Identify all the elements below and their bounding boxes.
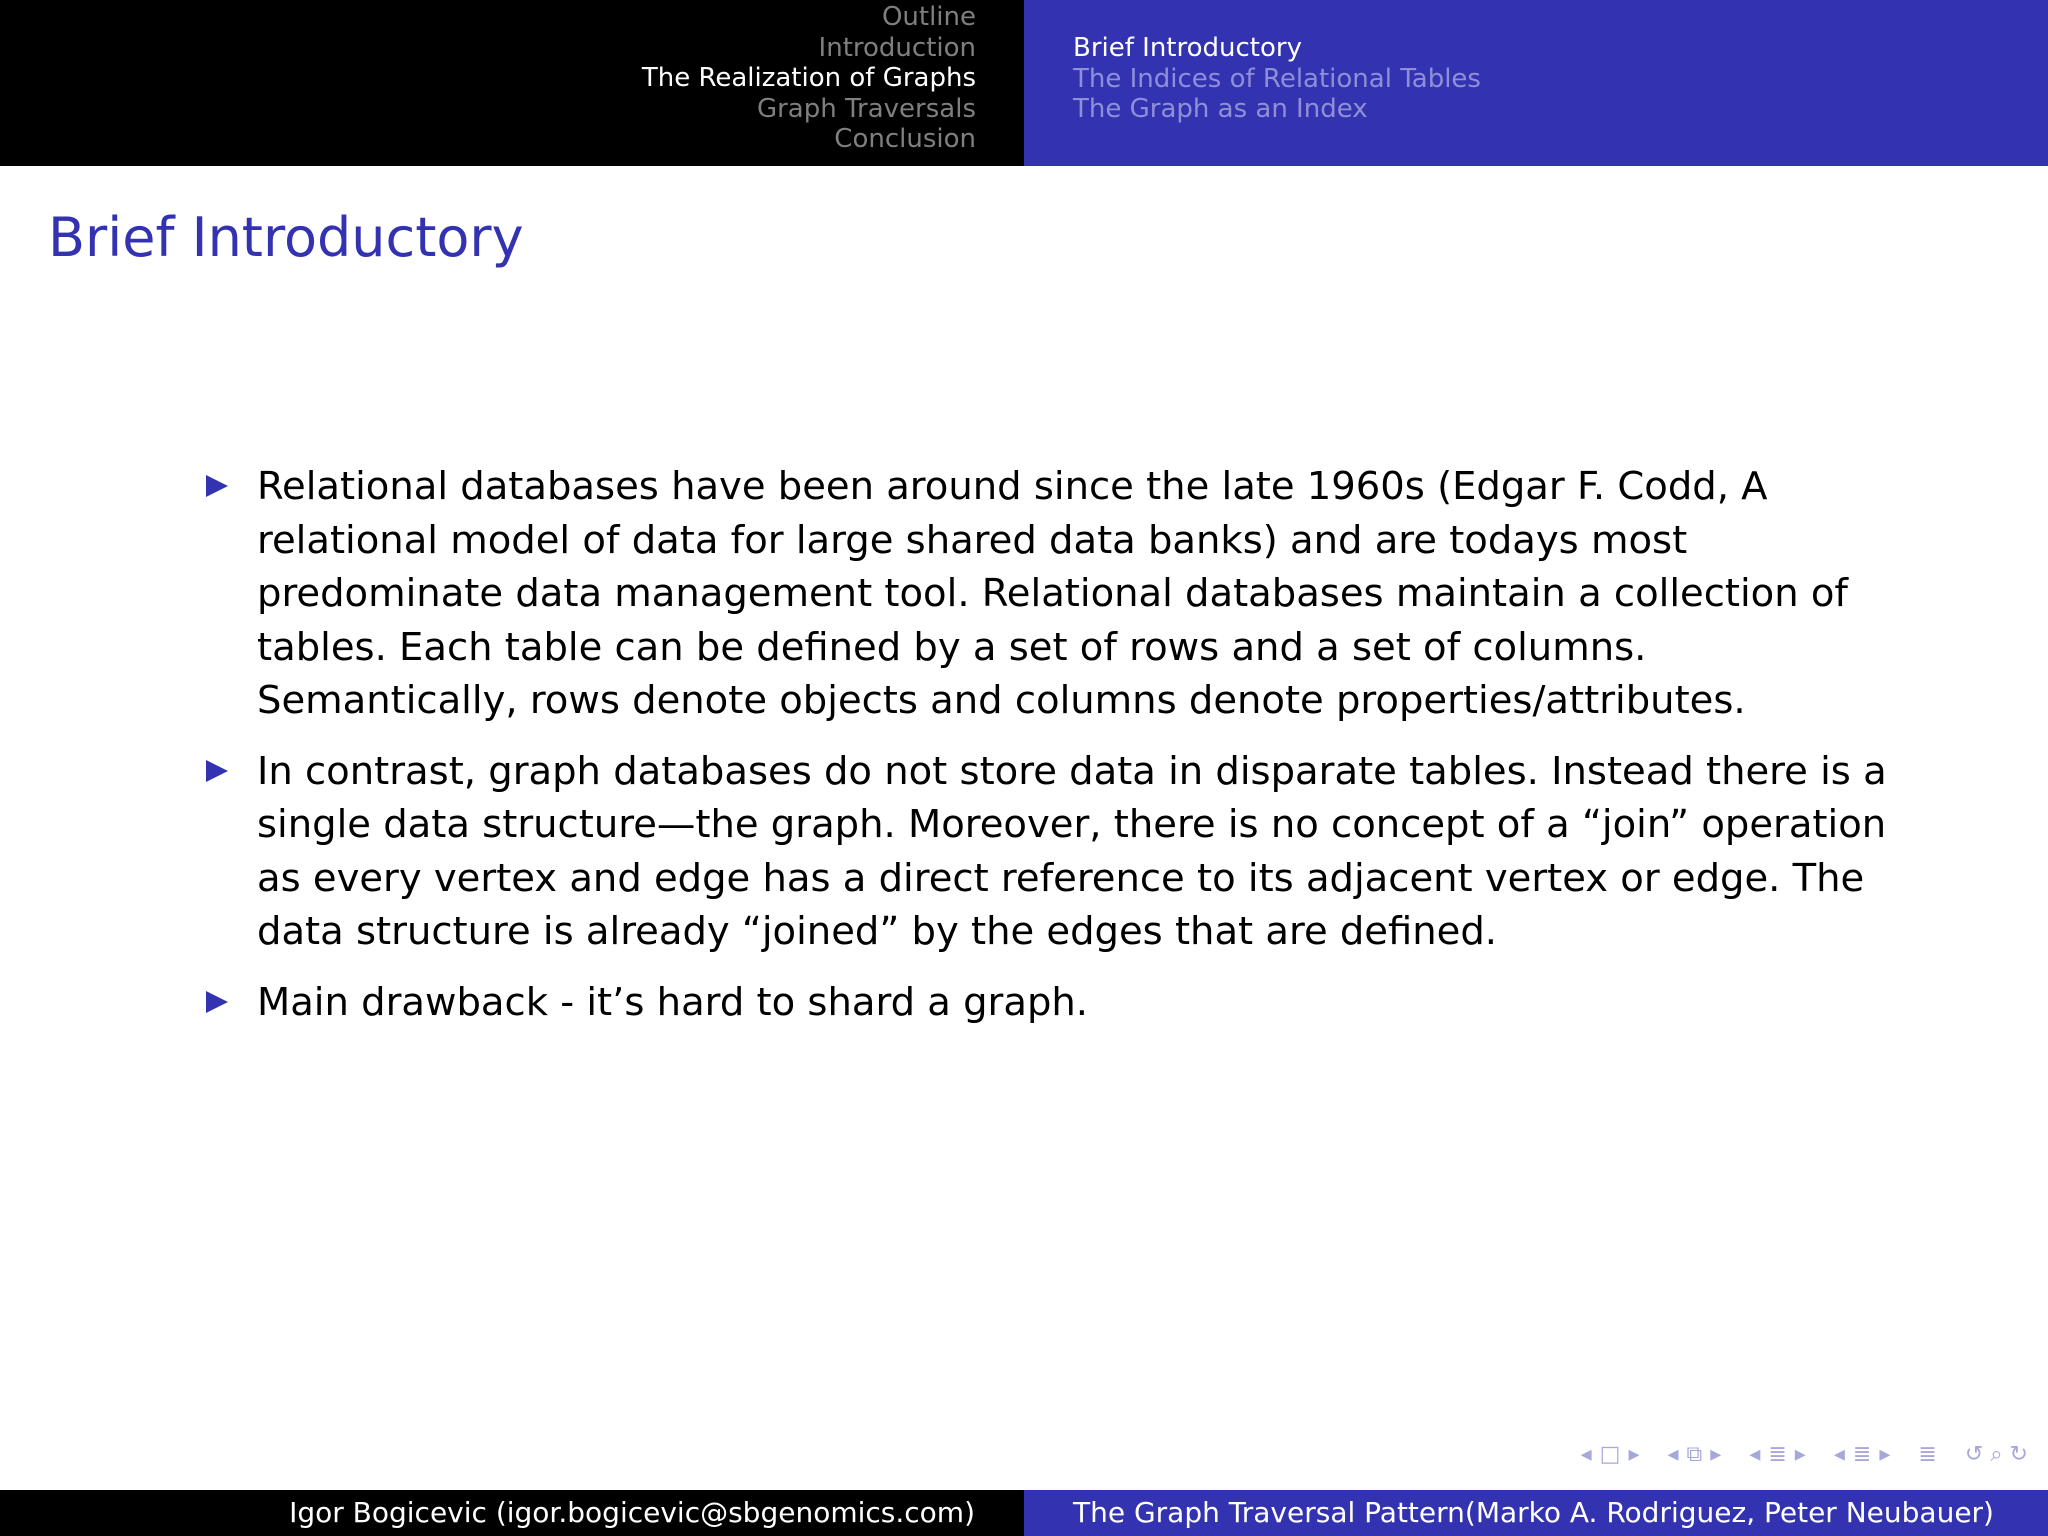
back-search-forward-icon[interactable]: ↺ ⌕ ↻: [1964, 1442, 2028, 1467]
bullet-text: Relational databases have been around since the late 1960s (Edgar F. Codd, A relational model of data for large shared data banks) and are todays most predominate data management tool. Relational databases maintain a collection of tables. Each table can be defined by a set of rows and a set of columns. Semantically, rows denote objects and columns denote properties/attributes.: [257, 464, 1848, 723]
section-icon[interactable]: ≣: [1768, 1442, 1787, 1467]
frame-nav-group: [1581, 1442, 1640, 1467]
footer-title-panel: [1024, 1490, 2048, 1536]
section-next-icon[interactable]: ▸: [1794, 1442, 1806, 1467]
slide-header: [0, 0, 2048, 166]
section-nav-group: [1749, 1442, 1806, 1467]
nav-subsection-brief-introductory[interactable]: Brief Introductory: [1073, 33, 1302, 63]
frame-next-icon[interactable]: ▸: [1628, 1442, 1640, 1467]
section-prev-icon[interactable]: ◂: [1749, 1442, 1761, 1467]
footer-title: The Graph Traversal Pattern(Marko A. Rodriguez, Peter Neubauer): [1073, 1496, 1994, 1529]
subsection-list: [1073, 33, 1481, 125]
subsection-navigation-panel: [1024, 0, 2048, 166]
section-navigation-panel: [0, 0, 1024, 166]
toc-icon[interactable]: ≣: [1918, 1442, 1937, 1467]
frame-icon[interactable]: □: [1599, 1442, 1621, 1467]
section-list: [642, 2, 976, 155]
part-icon[interactable]: ≣: [1852, 1442, 1872, 1467]
bullet-item: [206, 745, 1906, 959]
beamer-navigation-symbols: [1553, 1442, 2028, 1467]
subsection-next-icon[interactable]: ▸: [1710, 1442, 1722, 1467]
bullet-triangle-icon: [206, 991, 228, 1013]
nav-section-introduction[interactable]: Introduction: [818, 32, 976, 63]
nav-section-outline[interactable]: Outline: [881, 2, 976, 32]
bullet-text: Main drawback - it’s hard to shard a graph.: [257, 979, 1089, 1025]
nav-subsection-graph-as-index[interactable]: The Graph as an Index: [1073, 94, 1368, 125]
subsection-nav-group: [1668, 1442, 1722, 1467]
footer-author: Igor Bogicevic (igor.bogicevic@sbgenomics.com): [289, 1496, 975, 1529]
frame-title: Brief Introductory: [48, 206, 524, 269]
toc-nav-group: [1918, 1442, 1936, 1467]
frame-prev-icon[interactable]: ◂: [1580, 1442, 1592, 1467]
part-prev-icon[interactable]: ◂: [1833, 1442, 1845, 1467]
bullet-text: In contrast, graph databases do not store data in disparate tables. Instead there is a single data structure—the graph. Moreover, there is no concept of a “join” operation as every vertex and edge has a direct reference to its adjacent vertex or edge. The data structure is already “joined” by the edges that are defined.: [257, 748, 1887, 954]
part-next-icon[interactable]: ▸: [1879, 1442, 1891, 1467]
nav-section-graph-traversals[interactable]: Graph Traversals: [756, 93, 976, 124]
slide-content: [206, 460, 1906, 1046]
subsection-prev-icon[interactable]: ◂: [1667, 1442, 1679, 1467]
search-nav-group: [1965, 1442, 2028, 1467]
part-nav-group: [1834, 1442, 1891, 1467]
subsection-icon[interactable]: ⧉: [1686, 1442, 1703, 1467]
nav-subsection-indices-of-relational-tables[interactable]: The Indices of Relational Tables: [1073, 63, 1481, 94]
bullet-item: [206, 976, 1906, 1030]
bullet-item: [206, 460, 1906, 728]
slide-footer: [0, 1490, 2048, 1536]
bullet-triangle-icon: [206, 760, 228, 782]
footer-author-panel: [0, 1490, 1024, 1536]
nav-section-realization-of-graphs[interactable]: The Realization of Graphs: [641, 63, 976, 94]
bullet-triangle-icon: [206, 475, 228, 497]
nav-section-conclusion[interactable]: Conclusion: [834, 124, 976, 155]
